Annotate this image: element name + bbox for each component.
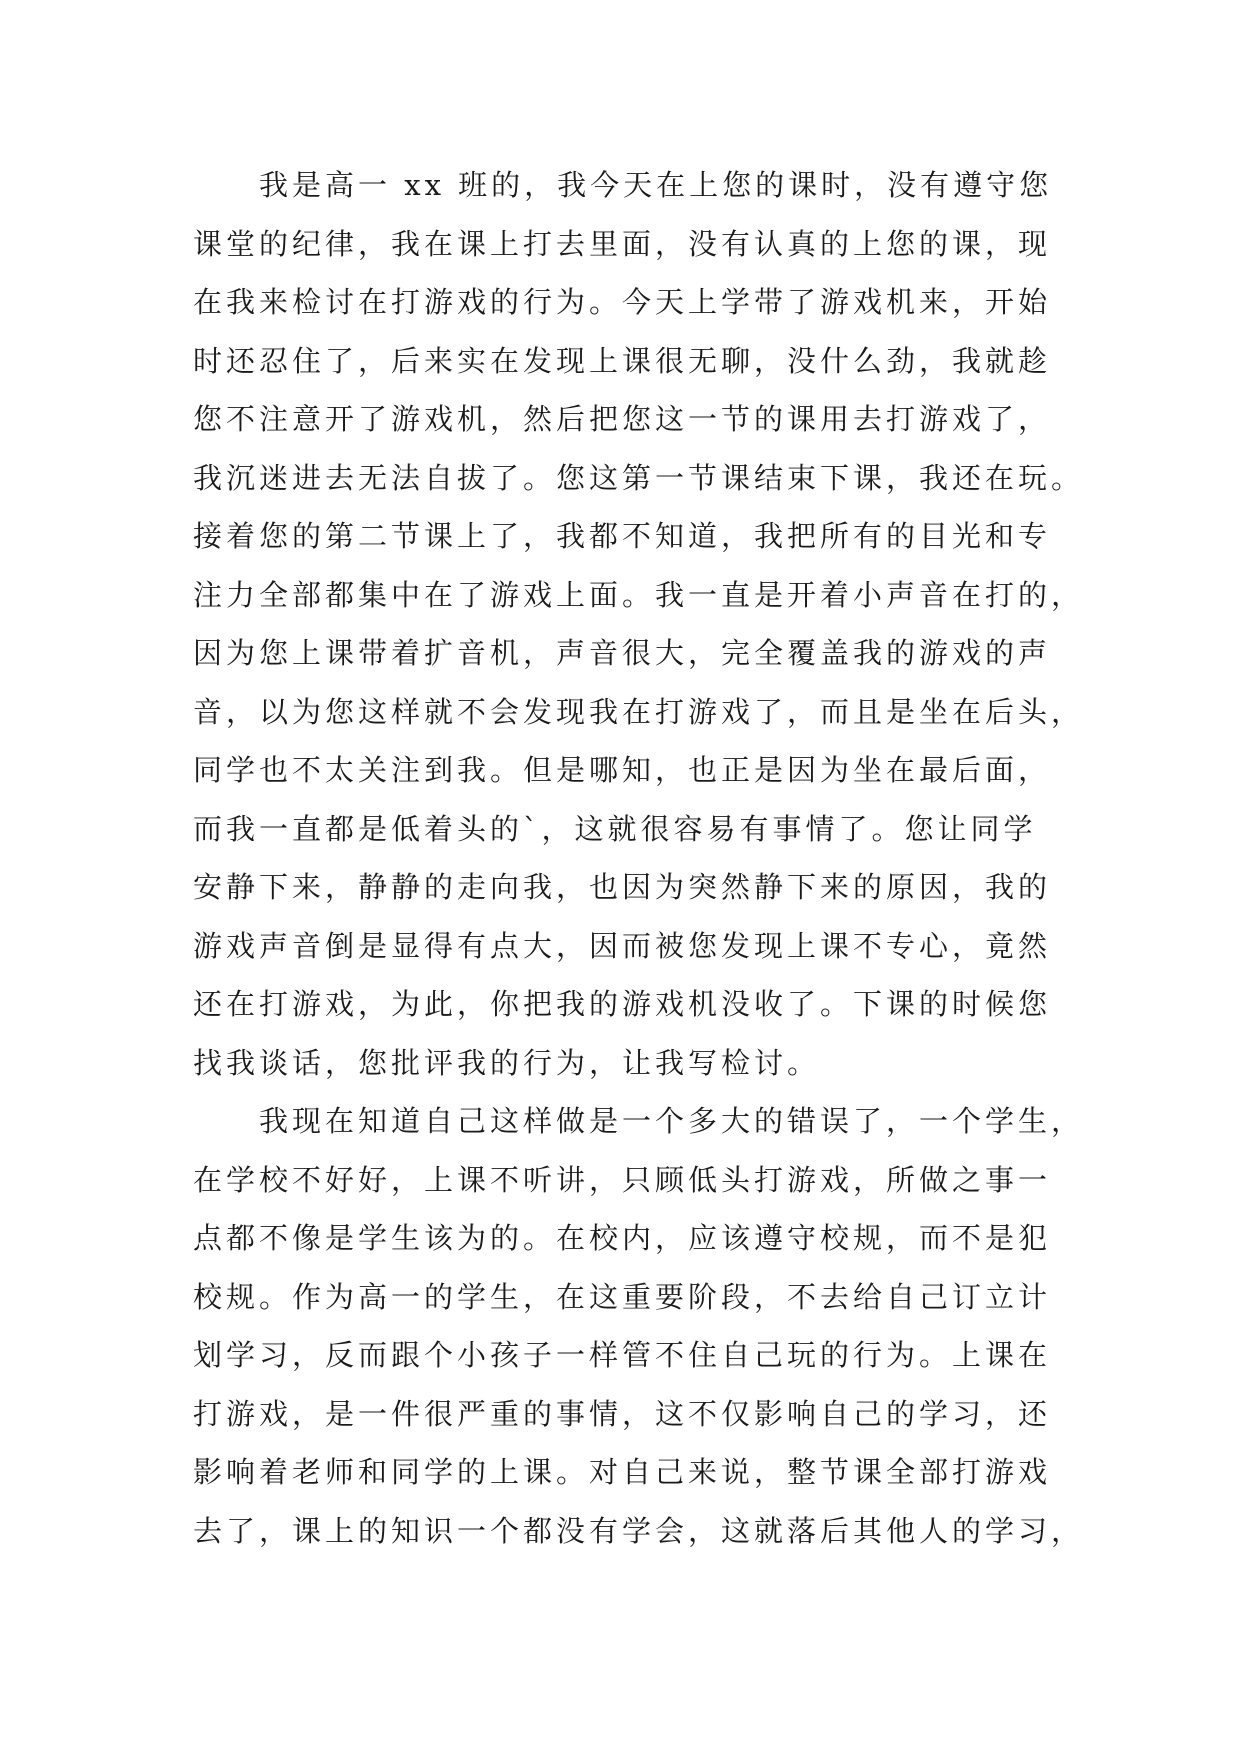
paragraph-1: [193, 156, 1085, 1092]
text-line: 校规。作为高一的学生，在这重要阶段，不去给自己订立计: [193, 1279, 1052, 1314]
text-line: 同学也不太关注到我。但是哪知，也正是因为坐在最后面，: [193, 753, 1052, 787]
text-line: 影响着老师和同学的上课。对自己来说，整节课全部打游戏: [193, 1455, 1052, 1489]
text-line: 去了，课上的知识一个都没有学会，这就落后其他人的学习，: [193, 1513, 1085, 1548]
text-line: 音，以为您这样就不会发现我在打游戏了，而且是坐在后头，: [193, 694, 1085, 729]
text-line: 接着您的第二节课上了，我都不知道，我把所有的目光和专: [193, 519, 1052, 553]
text-line: 在学校不好好，上课不听讲，只顾低头打游戏，所做之事一: [193, 1162, 1052, 1197]
text-line: 在我来检讨在打游戏的行为。今天上学带了游戏机来，开始: [193, 285, 1052, 319]
text-line: 因为您上课带着扩音机，声音很大，完全覆盖我的游戏的声: [193, 636, 1052, 670]
text-line: 时还忍住了，后来实在发现上课很无聊，没什么劲，我就趁: [193, 343, 1052, 378]
document-body: [193, 156, 1085, 1560]
text-line: 我沉迷进去无法自拔了。您这第一节课结束下课，我还在玩。: [193, 460, 1085, 495]
text-line: 安静下来，静静的走向我，也因为突然静下来的原因，我的: [193, 870, 1052, 904]
text-line: 我现在知道自己这样做是一个多大的错误了，一个学生，: [259, 1104, 1085, 1138]
text-line: 您不注意开了游戏机，然后把您这一节的课用去打游戏了，: [193, 402, 1052, 436]
text-line: 而我一直都是低着头的`，这就很容易有事情了。您让同学: [193, 811, 1037, 846]
text-line: 还在打游戏，为此，你把我的游戏机没收了。下课的时候您: [193, 987, 1052, 1021]
text-line: 打游戏，是一件很严重的事情，这不仅影响自己的学习，还: [193, 1396, 1052, 1431]
text-line: 注力全部都集中在了游戏上面。我一直是开着小声音在打的，: [193, 577, 1085, 612]
text-line: 游戏声音倒是显得有点大，因而被您发现上课不专心，竟然: [193, 928, 1052, 963]
text-line: 课堂的纪律，我在课上打去里面，没有认真的上您的课，现: [193, 226, 1052, 261]
paragraph-2: [193, 1092, 1085, 1560]
text-line: 我是高一 xx 班的，我今天在上您的课时，没有遵守您: [259, 168, 1053, 202]
text-line: 找我谈话，您批评我的行为，让我写检讨。: [193, 1045, 821, 1080]
text-line: 点都不像是学生该为的。在校内，应该遵守校规，而不是犯: [193, 1221, 1052, 1255]
text-line: 划学习，反而跟个小孩子一样管不住自己玩的行为。上课在: [193, 1338, 1052, 1372]
